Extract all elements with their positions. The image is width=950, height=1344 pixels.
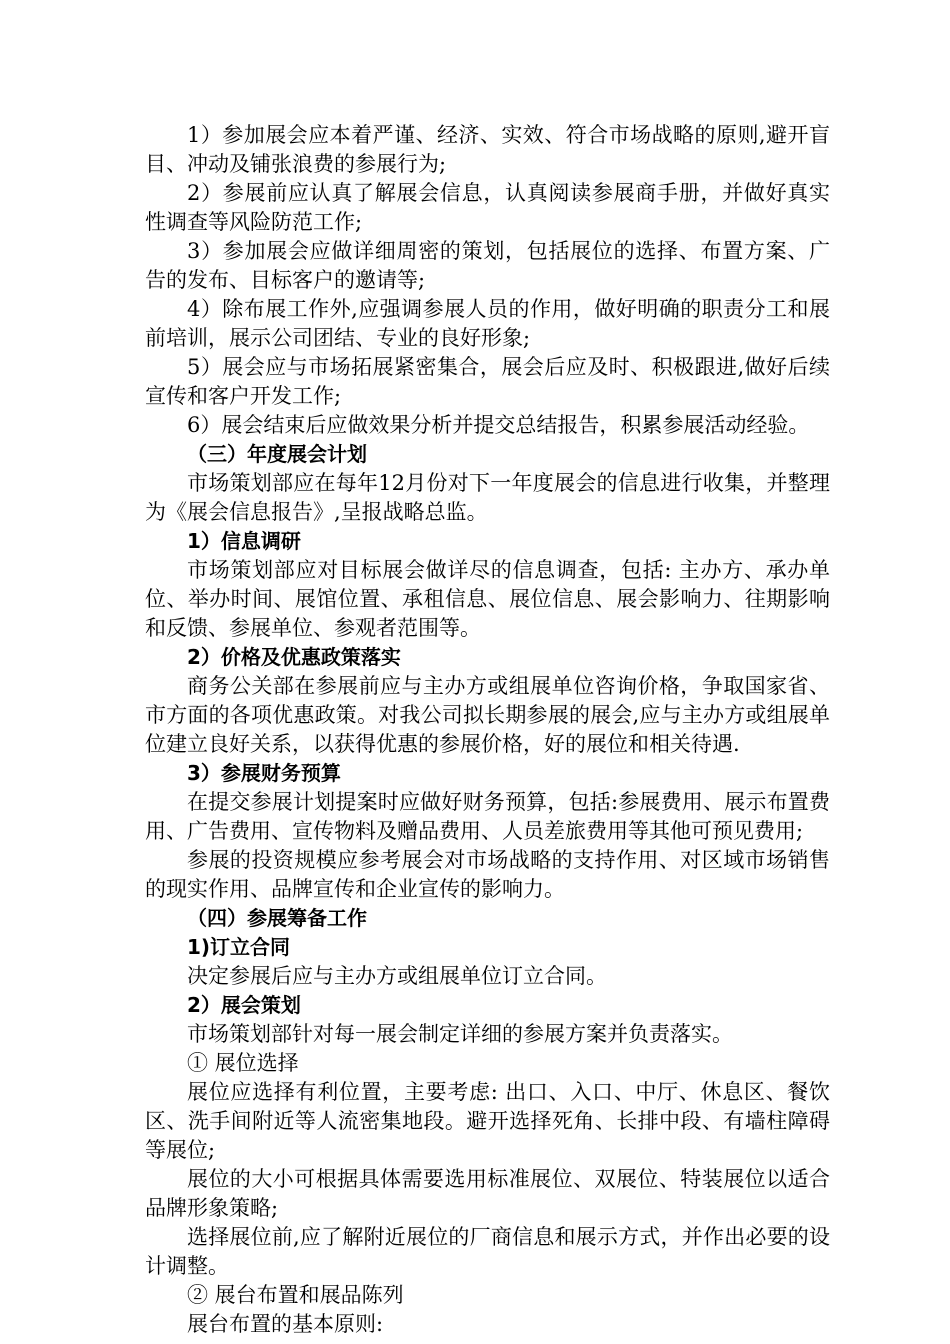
- body-paragraph: 4）除布展工作外,应强调参展人员的作用，做好明确的职责分工和展前培训，展示公司团结、专业的良好形象;: [145, 297, 830, 350]
- section-heading: （四）参展筹备工作: [187, 906, 367, 930]
- section-heading: 2）展会策划: [187, 993, 301, 1017]
- body-paragraph: 展台布置的基本原则:: [187, 1312, 384, 1336]
- body-paragraph: ① 展位选择: [187, 1051, 299, 1075]
- body-paragraph: ② 展台布置和展品陈列: [187, 1283, 404, 1307]
- body-paragraph: 商务公关部在参展前应与主办方或组展单位咨询价格，争取国家省、市方面的各项优惠政策。对我公司拟长期参展的展会,应与主办方或组展单位建立良好关系，以获得优惠的参展价格，好的展位和相关待遇.: [145, 674, 830, 756]
- body-paragraph: 5）展会应与市场拓展紧密集合，展会后应及时、积极跟进,做好后续宣传和客户开发工作;: [145, 355, 830, 408]
- section-heading: （三）年度展会计划: [187, 442, 367, 466]
- body-paragraph: 展位的大小可根据具体需要选用标准展位、双展位、特装展位以适合品牌形象策略;: [145, 1167, 830, 1220]
- body-paragraph: 2）参展前应认真了解展会信息，认真阅读参展商手册，并做好真实性调查等风险防范工作;: [145, 181, 830, 234]
- body-paragraph: 3）参加展会应做详细周密的策划，包括展位的选择、布置方案、广告的发布、目标客户的邀请等;: [145, 239, 830, 292]
- body-paragraph: 市场策划部应在每年12月份对下一年度展会的信息进行收集，并整理为《展会信息报告》,呈报战略总监。: [145, 471, 830, 524]
- body-paragraph: 市场策划部应对目标展会做详尽的信息调查，包括: 主办方、承办单位、举办时间、展馆位置、承租信息、展位信息、展会影响力、往期影响和反馈、参展单位、参观者范围等。: [145, 558, 830, 640]
- body-paragraph: 在提交参展计划提案时应做好财务预算，包括:参展费用、展示布置费用、广告费用、宣传物料及赠品费用、人员差旅费用等其他可预见费用;: [145, 790, 830, 843]
- section-heading: 1）信息调研: [187, 529, 301, 553]
- section-heading: 2）价格及优惠政策落实: [187, 645, 401, 669]
- section-heading: 1)订立合同: [187, 935, 291, 959]
- body-paragraph: 决定参展后应与主办方或组展单位订立合同。: [187, 964, 607, 988]
- body-paragraph: 选择展位前,应了解附近展位的厂商信息和展示方式，并作出必要的设计调整。: [145, 1225, 830, 1278]
- body-paragraph: 1）参加展会应本着严谨、经济、实效、符合市场战略的原则,避开盲目、冲动及铺张浪费的参展行为;: [145, 123, 830, 176]
- body-paragraph: 参展的投资规模应参考展会对市场战略的支持作用、对区域市场销售的现实作用、品牌宣传和企业宣传的影响力。: [145, 848, 830, 901]
- body-paragraph: 展位应选择有利位置，主要考虑: 出口、入口、中厅、休息区、餐饮区、洗手间附近等人流密集地段。避开选择死角、长排中段、有墙柱障碍等展位;: [145, 1080, 830, 1162]
- section-heading: 3）参展财务预算: [187, 761, 341, 785]
- body-paragraph: 市场策划部针对每一展会制定详细的参展方案并负责落实。: [187, 1022, 733, 1046]
- document-body: [145, 121, 830, 1339]
- body-paragraph: 6）展会结束后应做效果分析并提交总结报告，积累参展活动经验。: [187, 413, 810, 437]
